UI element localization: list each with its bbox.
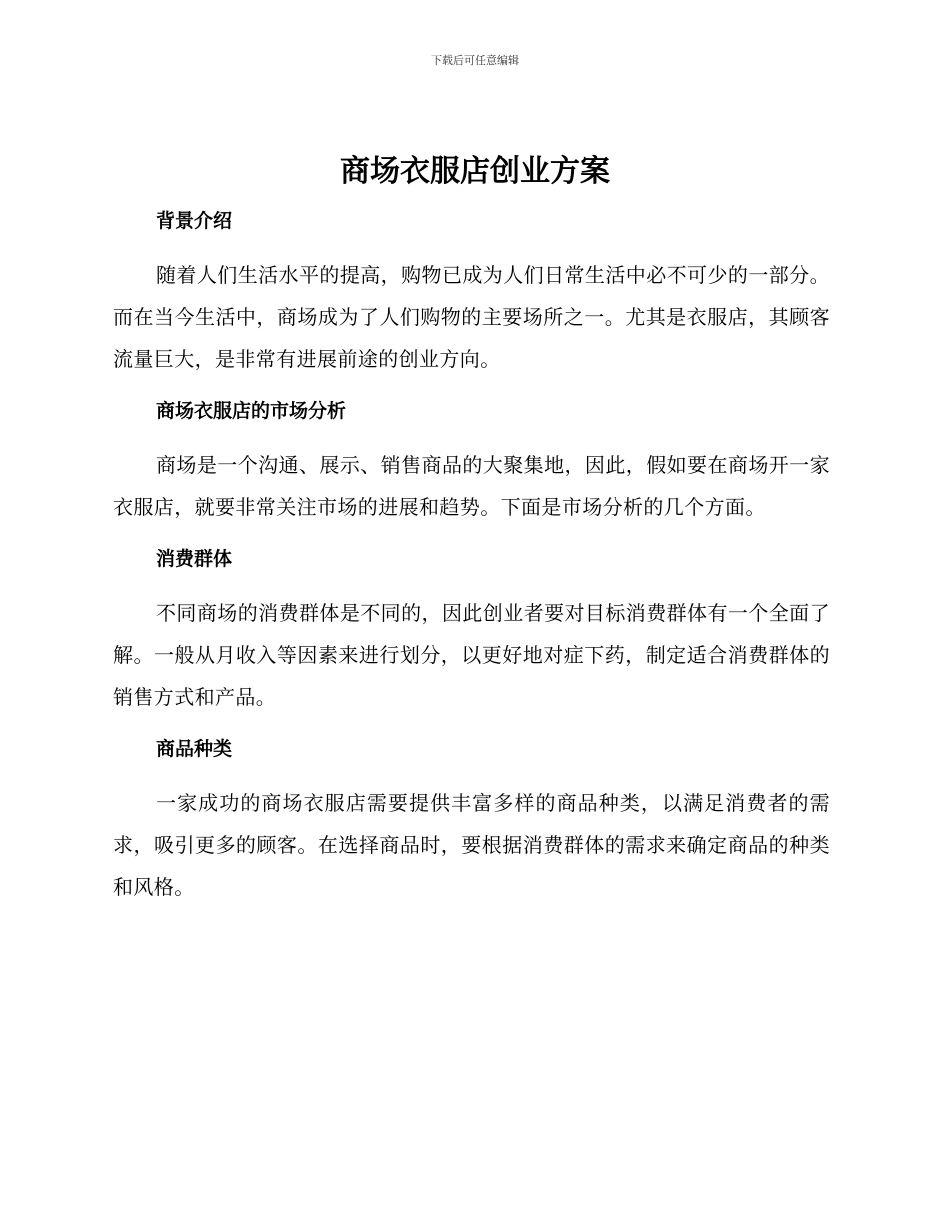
section-paragraph: 不同商场的消费群体是不同的，因此创业者要对目标消费群体有一个全面了解。一般从月收入等因素来进行划分，以更好地对症下药，制定适合消费群体的销售方式和产品。 — [113, 601, 830, 709]
section-heading: 商场衣服店的市场分析 — [156, 400, 347, 422]
section-consumer-group — [113, 544, 830, 718]
section-market-analysis — [113, 396, 830, 528]
section-heading: 消费群体 — [156, 548, 233, 570]
section-paragraph: 商场是一个沟通、展示、销售商品的大聚集地，因此，假如要在商场开一家衣服店，就要非常关注市场的进展和趋势。下面是市场分析的几个方面。 — [113, 453, 830, 519]
document-title: 商场衣服店创业方案 — [340, 154, 610, 189]
section-product-types — [113, 734, 830, 908]
section-paragraph: 随着人们生活水平的提高，购物已成为人们日常生活中必不可少的一部分。而在当今生活中，商场成为了人们购物的主要场所之一。尤其是衣服店，其顾客流量巨大，是非常有进展前途的创业方向。 — [113, 263, 830, 371]
section-heading: 背景介绍 — [156, 210, 233, 232]
header-note: 下载后可任意编辑 — [431, 54, 519, 67]
section-background — [113, 206, 830, 380]
section-heading: 商品种类 — [156, 738, 233, 760]
section-paragraph: 一家成功的商场衣服店需要提供丰富多样的商品种类，以满足消费者的需求，吸引更多的顾客。在选择商品时，要根据消费群体的需求来确定商品的种类和风格。 — [113, 791, 830, 899]
document-body — [113, 200, 830, 924]
